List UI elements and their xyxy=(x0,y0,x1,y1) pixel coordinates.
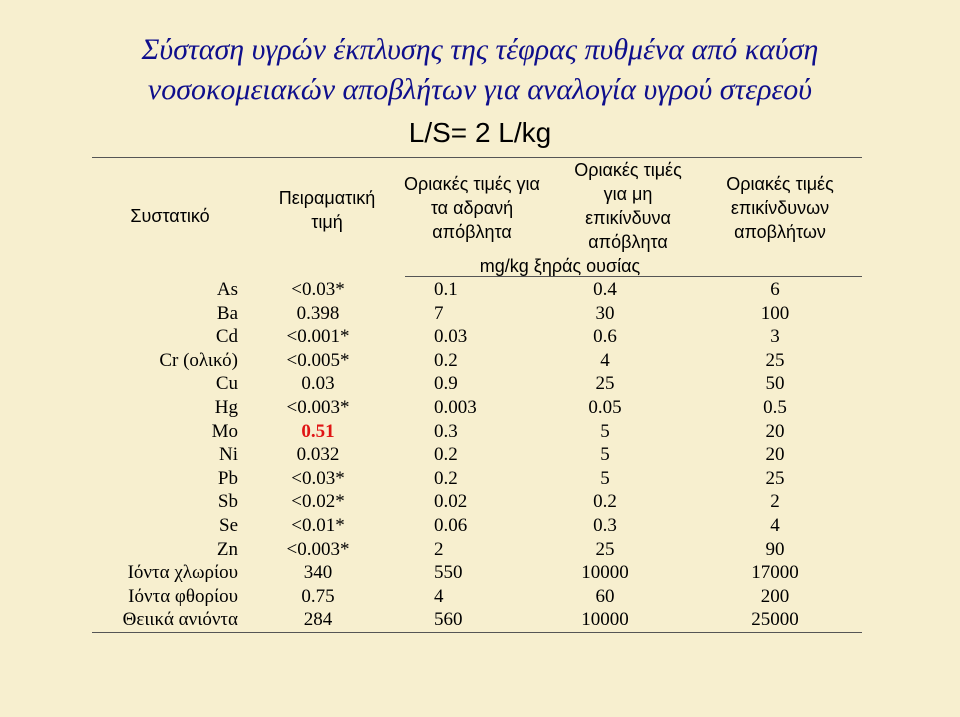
cell-inert: 0.2 xyxy=(434,444,458,466)
cell-component: Cd xyxy=(215,326,238,348)
cell-experimental: <0.03* xyxy=(291,279,345,300)
cell-hazardous: 200 xyxy=(760,585,790,607)
cell-hazardous: 25000 xyxy=(751,609,799,631)
table-row xyxy=(0,585,960,609)
slide-title xyxy=(0,30,960,110)
cell-hazardous: 50 xyxy=(765,373,785,395)
table-row xyxy=(0,420,960,444)
table-row xyxy=(0,443,960,467)
table-row xyxy=(0,302,960,326)
header-experimental: Πειραματική τιμή xyxy=(278,188,376,232)
cell-nonhazardous: 5 xyxy=(600,444,610,466)
cell-hazardous: 25 xyxy=(765,349,785,371)
cell-component: Pb xyxy=(217,467,238,489)
table-row xyxy=(0,608,960,632)
cell-component: Mo xyxy=(211,420,238,442)
header-component: Συστατικό xyxy=(130,206,210,226)
cell-component: Ba xyxy=(216,302,238,324)
cell-hazardous: 4 xyxy=(770,514,780,536)
cell-nonhazardous: 5 xyxy=(600,420,610,442)
cell-hazardous: 17000 xyxy=(751,562,799,584)
cell-inert: 0.02 xyxy=(434,491,468,513)
cell-experimental: <0.005* xyxy=(286,349,350,371)
header-nonhazardous: Οριακές τιμές για μη επικίνδυνα απόβλητα xyxy=(574,160,682,252)
data-table xyxy=(0,278,960,632)
cell-inert: 4 xyxy=(434,585,444,607)
cell-component: Ιόντα χλωρίου xyxy=(127,562,238,584)
cell-hazardous: 6 xyxy=(770,279,780,300)
cell-hazardous: 90 xyxy=(765,538,785,560)
table-row xyxy=(0,372,960,396)
cell-nonhazardous: 10000 xyxy=(581,609,629,631)
cell-hazardous: 0.5 xyxy=(763,396,787,418)
cell-experimental: 0.398 xyxy=(296,302,340,324)
cell-inert: 0.1 xyxy=(434,279,458,300)
title-line-1: Σύσταση υγρών έκπλυσης της τέφρας πυθμένα από καύση xyxy=(141,33,819,66)
cell-hazardous: 3 xyxy=(770,326,780,348)
table-row xyxy=(0,278,960,302)
cell-nonhazardous: 0.4 xyxy=(593,279,617,300)
cell-component: As xyxy=(216,279,238,300)
table-bottom-rule xyxy=(92,632,862,633)
table-row xyxy=(0,514,960,538)
cell-inert: 2 xyxy=(434,538,444,560)
unit-label: mg/kg ξηράς ουσίας xyxy=(479,256,641,276)
cell-inert: 7 xyxy=(434,302,444,324)
cell-nonhazardous: 5 xyxy=(600,467,610,489)
table-row xyxy=(0,349,960,373)
cell-experimental: 0.032 xyxy=(296,444,340,466)
cell-inert: 0.2 xyxy=(434,467,458,489)
cell-experimental: 340 xyxy=(303,562,333,584)
cell-component: Se xyxy=(219,514,238,536)
cell-component: Cu xyxy=(215,373,238,395)
cell-component: Θειικά ανιόντα xyxy=(122,609,238,631)
table-row xyxy=(0,538,960,562)
cell-hazardous: 2 xyxy=(770,491,780,513)
cell-component: Ni xyxy=(219,444,238,466)
title-line-2: νοσοκομειακών αποβλήτων για αναλογία υγρού στερεού xyxy=(147,73,813,106)
cell-experimental: <0.03* xyxy=(291,467,345,489)
cell-experimental: <0.003* xyxy=(286,396,350,418)
cell-experimental: <0.003* xyxy=(286,538,350,560)
table-row xyxy=(0,396,960,420)
cell-experimental: <0.001* xyxy=(286,326,350,348)
cell-component: Cr (ολικό) xyxy=(159,349,238,371)
cell-hazardous: 20 xyxy=(765,444,785,466)
table-top-rule xyxy=(92,157,862,158)
cell-nonhazardous: 30 xyxy=(595,302,615,324)
cell-experimental: <0.02* xyxy=(291,491,345,513)
cell-inert: 0.2 xyxy=(434,349,458,371)
cell-component: Hg xyxy=(214,396,238,418)
cell-inert: 0.003 xyxy=(434,396,477,418)
cell-nonhazardous: 0.6 xyxy=(593,326,617,348)
cell-nonhazardous: 0.2 xyxy=(593,491,617,513)
cell-hazardous: 20 xyxy=(765,420,785,442)
cell-experimental: <0.01* xyxy=(291,514,345,536)
cell-inert: 0.03 xyxy=(434,326,468,348)
slide-subtitle: L/S= 2 L/kg xyxy=(408,117,552,148)
cell-inert: 560 xyxy=(434,609,463,631)
table-row xyxy=(0,467,960,491)
unit-rule xyxy=(405,276,862,277)
cell-experimental: 0.51 xyxy=(301,420,335,442)
cell-nonhazardous: 4 xyxy=(600,349,610,371)
table-row xyxy=(0,325,960,349)
cell-nonhazardous: 0.3 xyxy=(593,514,617,536)
cell-nonhazardous: 60 xyxy=(595,585,615,607)
cell-nonhazardous: 0.05 xyxy=(588,396,622,418)
cell-component: Ιόντα φθορίου xyxy=(128,585,238,607)
cell-experimental: 0.03 xyxy=(301,373,335,395)
cell-component: Sb xyxy=(217,491,238,513)
cell-experimental: 0.75 xyxy=(301,585,335,607)
cell-inert: 550 xyxy=(434,562,463,584)
table-row xyxy=(0,490,960,514)
cell-nonhazardous: 25 xyxy=(595,538,615,560)
cell-nonhazardous: 25 xyxy=(595,373,615,395)
cell-nonhazardous: 10000 xyxy=(581,562,629,584)
cell-inert: 0.9 xyxy=(434,373,458,395)
cell-hazardous: 25 xyxy=(765,467,785,489)
cell-component: Zn xyxy=(216,538,238,560)
cell-experimental: 284 xyxy=(303,609,333,631)
cell-inert: 0.06 xyxy=(434,514,468,536)
cell-inert: 0.3 xyxy=(434,420,458,442)
cell-hazardous: 100 xyxy=(760,302,790,324)
table-row xyxy=(0,561,960,585)
header-hazardous: Οριακές τιμές επικίνδυνων αποβλήτων xyxy=(726,174,834,242)
header-inert: Οριακές τιμές για τα αδρανή απόβλητα xyxy=(404,174,540,242)
